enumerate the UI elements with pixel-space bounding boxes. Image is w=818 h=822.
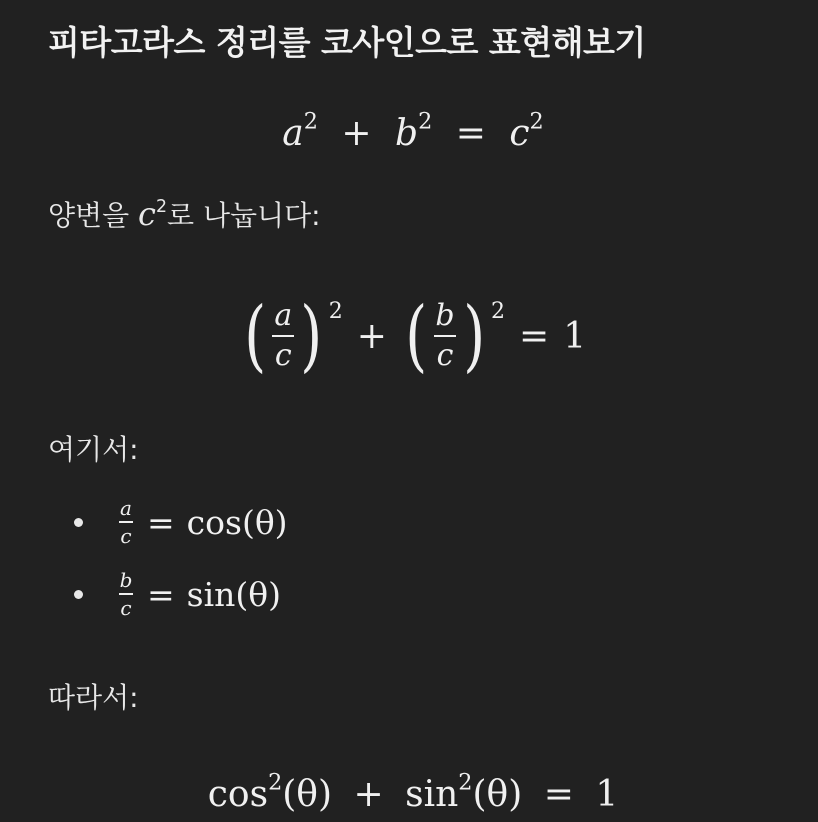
denominator: c: [120, 523, 132, 548]
denominator: c: [274, 338, 292, 373]
exponent: 2: [268, 769, 283, 796]
cosine-expression: cos(θ): [186, 502, 288, 542]
left-paren: (: [244, 291, 267, 381]
numerator: b: [119, 568, 133, 593]
var-b: b: [395, 113, 419, 154]
fraction-a-c: [272, 299, 294, 373]
fraction-bar: [272, 335, 294, 337]
paragraph-divide: [48, 194, 778, 236]
identity-equation: [48, 768, 778, 822]
numerator: a: [274, 298, 293, 333]
equals-sign: =: [455, 113, 486, 154]
sine-expression: sin(θ): [186, 574, 282, 614]
var-c: c: [509, 113, 530, 154]
denominator: c: [436, 338, 454, 373]
equals-sign: =: [147, 502, 175, 542]
definition-list: [48, 486, 778, 630]
rhs-one: 1: [595, 774, 619, 815]
fraction-a-c: [119, 497, 133, 547]
exponent: 2: [458, 769, 473, 796]
denominator: c: [120, 595, 132, 620]
paragraph-therefore: 따라서:: [48, 681, 139, 714]
var-c: c: [138, 195, 156, 233]
equals-sign: =: [147, 574, 175, 614]
equals-sign: =: [543, 774, 574, 815]
theta-argument: (θ): [282, 774, 333, 815]
pythagorean-equation: [48, 108, 778, 160]
plus-sign: +: [353, 774, 384, 815]
paragraph-prefix: 양변을: [48, 199, 139, 232]
fraction-bar: [119, 593, 133, 595]
normalized-equation: [48, 286, 778, 386]
rhs-one: 1: [563, 315, 587, 357]
plus-sign: +: [341, 113, 372, 154]
bullet-icon: [74, 518, 83, 527]
theta-argument: (θ): [472, 774, 523, 815]
numerator: b: [435, 298, 455, 333]
list-item: [48, 486, 778, 558]
plus-sign: +: [356, 315, 387, 357]
a-over-c-group: [240, 291, 343, 381]
left-paren: (: [405, 291, 428, 381]
equals-sign: =: [519, 315, 550, 357]
fraction-bar: [119, 521, 133, 523]
page-title: 피타고라스 정리를 코사인으로 표현해보기: [48, 23, 646, 62]
exponent: 2: [303, 108, 318, 135]
exponent: 2: [155, 196, 168, 217]
bullet-icon: [74, 590, 83, 599]
exponent: 2: [418, 108, 433, 135]
fraction-b-c: [433, 299, 456, 373]
exponent: 2: [491, 299, 506, 324]
b-over-c-group: [401, 291, 506, 381]
paragraph-suffix: 로 나눕니다:: [167, 199, 321, 232]
document-body: [48, 20, 778, 822]
paragraph-where: 여기서:: [48, 433, 139, 466]
cos-function: cos: [207, 774, 269, 815]
fraction-bar: [434, 335, 456, 337]
exponent: 2: [328, 299, 343, 324]
numerator: a: [120, 496, 132, 521]
right-paren: ): [462, 291, 485, 381]
var-a: a: [282, 113, 304, 154]
exponent: 2: [529, 108, 544, 135]
right-paren: ): [300, 291, 323, 381]
sin-function: sin: [405, 774, 459, 815]
fraction-b-c: [119, 569, 133, 619]
list-item: [48, 558, 778, 630]
